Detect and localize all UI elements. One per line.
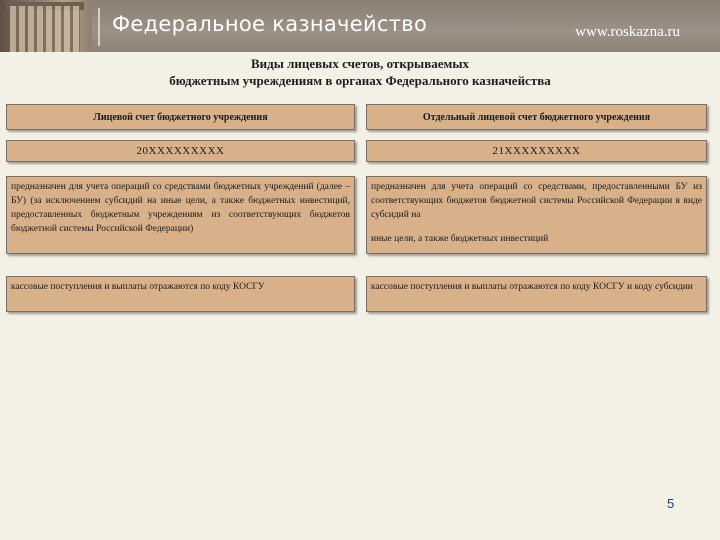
- left-code-box: 20ХХХХХХХХХ: [6, 140, 355, 162]
- building-photo: [0, 0, 92, 52]
- building-facade: [10, 6, 80, 52]
- right-purpose-text: предназначен для учета операций со средствами, предоставленными БУ из соответствующих бюджетов бюджетной системы Российской Федерации в виде субсидий на: [371, 182, 702, 220]
- right-purpose-box: [366, 176, 707, 254]
- right-header-box: Отдельный лицевой счет бюджетного учреждения: [366, 104, 707, 130]
- page-number: 5: [667, 496, 675, 511]
- right-code-box: 21ХХХХХХХХХ: [366, 140, 707, 162]
- slide-title-line-1: Виды лицевых счетов, открываемых: [250, 56, 469, 71]
- header-divider: [98, 8, 100, 46]
- left-purpose-box: предназначен для учета операций со средствами бюджетных учреждений (далее – БУ) (за исключением субсидий на иные цели, а также бюджетных инвестиций, предоставленных бюджетным учреждениям из соответствующих бюджетов бюджетной системы Российской Федерации): [6, 176, 355, 254]
- header-banner: [0, 0, 720, 52]
- header-title: Федеральное казначейство: [112, 12, 428, 36]
- header-url[interactable]: www.roskazna.ru: [575, 24, 680, 40]
- left-payments-box: кассовые поступления и выплаты отражаются по коду КОСГУ: [6, 276, 355, 312]
- slide-title-line-2: бюджетным учреждениям в органах Федерального казначейства: [169, 73, 551, 88]
- right-purpose-tail: иные цели, а также бюджетных инвестиций: [371, 234, 549, 244]
- left-header-box: Лицевой счет бюджетного учреждения: [6, 104, 355, 130]
- slide-title: [0, 55, 720, 89]
- right-payments-box: кассовые поступления и выплаты отражаются по коду КОСГУ и коду субсидии: [366, 276, 707, 312]
